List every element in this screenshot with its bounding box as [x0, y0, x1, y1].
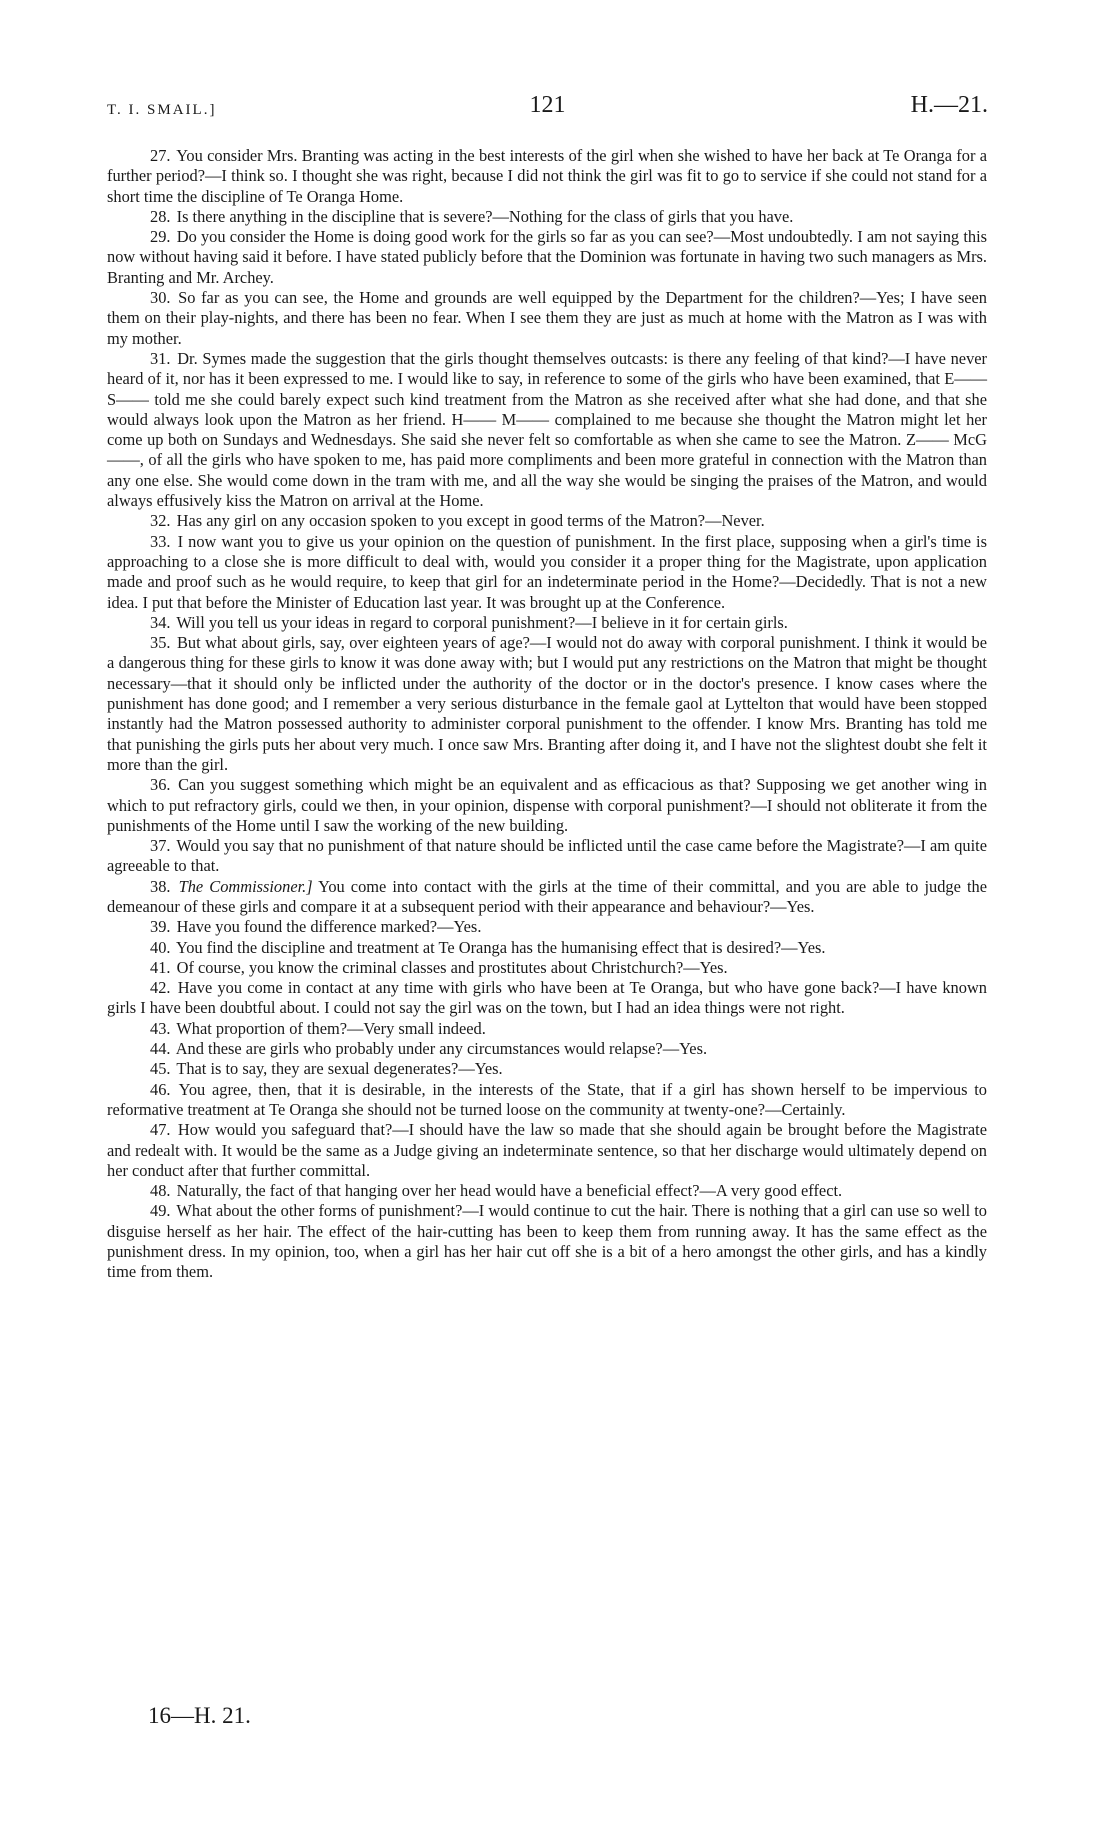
- question-paragraph: [107, 511, 987, 531]
- question-number: 39.: [150, 917, 171, 937]
- question-number: 42.: [150, 978, 171, 998]
- question-paragraph: [107, 349, 987, 511]
- question-answer-text: Have you come in contact at any time with girls who have been at Te Oranga, but who have gone back?—I have known girls I have been doubtful about. I could not say the girl was on the town, but I had an idea things were not right.: [107, 978, 987, 1018]
- question-number: 44.: [150, 1039, 171, 1059]
- question-answer-text: I now want you to give us your opinion on the question of punishment. In the first place, supposing when a girl's time is approaching to a close she is more difficult to deal with, would you consider it a proper thing for the Magistrate, upon application made and proof such as he would require, to keep that girl for an indeterminate period in the Home?—Decidedly. That is not a new idea. I put that before the Minister of Education last year. It was brought up at the Conference.: [107, 531, 987, 612]
- question-number: 43.: [150, 1018, 171, 1038]
- question-paragraph: [107, 1080, 987, 1121]
- question-answer-text: Has any girl on any occasion spoken to you except in good terms of the Matron?—Never.: [176, 511, 765, 531]
- question-number: 27.: [150, 146, 171, 165]
- signature-mark: 16—H. 21.: [148, 1703, 251, 1728]
- question-answer-text: You come into contact with the girls at the time of their committal, and you are able to judge the demeanour of these girls and compare it at a subsequent period with their appearance and behaviour?—Yes.: [107, 876, 987, 916]
- question-answer-text: That is to say, they are sexual degenerates?—Yes.: [176, 1059, 503, 1079]
- question-paragraph: [107, 917, 987, 937]
- question-number: 48.: [150, 1181, 171, 1201]
- speaker-label: The Commissioner.]: [178, 876, 313, 896]
- question-paragraph: [107, 836, 987, 877]
- question-number: 49.: [150, 1201, 171, 1221]
- question-paragraph: [107, 1201, 987, 1282]
- question-number: 30.: [150, 288, 171, 308]
- question-paragraph: [107, 958, 987, 978]
- question-paragraph: [107, 877, 987, 918]
- witness-name: T. I. SMAIL.]: [107, 102, 217, 118]
- question-paragraph: [107, 938, 987, 958]
- question-number: 38.: [150, 876, 171, 896]
- question-number: 35.: [150, 633, 171, 653]
- question-paragraph: [107, 633, 987, 775]
- question-answer-text: And these are girls who probably under any circumstances would relapse?—Yes.: [175, 1039, 708, 1059]
- question-answer-text: Naturally, the fact of that hanging over her head would have a beneficial effect?—A very good effect.: [176, 1181, 843, 1201]
- question-paragraph: [107, 978, 987, 1019]
- page-header: [107, 88, 988, 128]
- question-number: 34.: [150, 612, 171, 632]
- page-number: 121: [529, 92, 566, 118]
- testimony-body: [107, 146, 987, 1283]
- question-paragraph: [107, 1059, 987, 1079]
- question-number: 41.: [150, 957, 171, 977]
- question-paragraph: [107, 775, 987, 836]
- question-answer-text: So far as you can see, the Home and grounds are well equipped by the Department for the children?—Yes; I have seen them on their play-nights, and there has been no fear. When I see them they are just as much at home with the Matron as I was with my mother.: [107, 288, 987, 348]
- question-number: 29.: [150, 227, 171, 247]
- question-answer-text: Do you consider the Home is doing good work for the girls so far as you can see?—Most undoubtedly. I am not saying this now without having said it before. I have stated publicly before that the Dominion was fortunate in having two such managers as Mrs. Branting and Mr. Archey.: [107, 227, 988, 287]
- question-paragraph: [107, 146, 987, 207]
- question-answer-text: What about the other forms of punishment?—I would continue to cut the hair. There is nothing that a girl can use so well to disguise herself as her hair. The effect of the hair-cutting has been to keep them from running away. It has the same effect as the punishment dress. In my opinion, too, when a girl has her hair cut off she is a bit of a hero amongst the other girls, and has a kindly time from them.: [107, 1201, 987, 1282]
- question-number: 31.: [150, 348, 171, 368]
- question-paragraph: [107, 613, 987, 633]
- question-paragraph: [107, 1181, 987, 1201]
- question-number: 40.: [150, 937, 171, 957]
- question-number: 33.: [150, 531, 171, 551]
- question-paragraph: [107, 1120, 987, 1181]
- question-answer-text: Can you suggest something which might be an equivalent and as efficacious as that? Supposing we get another wing in which to put refractory girls, could we then, in your opinion, dispense with corporal punishment?—I should not obliterate it from the punishments of the Home until I saw the working of the new building.: [107, 775, 987, 835]
- question-answer-text: Have you found the difference marked?—Yes.: [176, 917, 482, 937]
- question-paragraph: [107, 207, 987, 227]
- question-answer-text: You agree, then, that it is desirable, in the interests of the State, that if a girl has shown herself to be impervious to reformative treatment at Te Oranga she should not be turned loose on the community at twenty-one?—Certainly.: [107, 1079, 987, 1119]
- question-answer-text: Of course, you know the criminal classes and prostitutes about Christchurch?—Yes.: [176, 957, 728, 977]
- document-reference: H.—21.: [910, 92, 988, 118]
- question-answer-text: But what about girls, say, over eighteen years of age?—I would not do away with corporal punishment. I think it would be a dangerous thing for these girls to know it was done away with; but I would put any restrictions on the Matron that might be thought necessary—that it should only be inflicted under the authority of the doctor or in the doctor's presence. I know cases where the punishment has done good; and I remember a very serious disturbance in the female gaol at Lyttelton that would have been stopped instantly had the Matron possessed authority to administer corporal punishment to the offender. I know Mrs. Branting has told me that punishing the girls puts her about very much. I once saw Mrs. Branting after doing it, and I have not the slightest doubt she felt it more than the girl.: [107, 633, 987, 774]
- question-number: 36.: [150, 775, 171, 795]
- question-answer-text: You consider Mrs. Branting was acting in the best interests of the girl when she wished to have her back at Te Oranga for a further period?—I think so. I thought she was right, because I did not think the girl was fit to go to service if she could not stand for a short time the discipline of Te Oranga Home.: [107, 146, 987, 206]
- question-answer-text: Will you tell us your ideas in regard to corporal punishment?—I believe in it for certain girls.: [176, 612, 788, 632]
- question-answer-text: How would you safeguard that?—I should have the law so made that she should again be brought before the Magistrate and redealt with. It would be the same as a Judge giving an indeterminate sentence, so that her discharge would ultimately depend on her conduct after that further committal.: [107, 1120, 987, 1180]
- question-number: 46.: [150, 1079, 171, 1099]
- question-number: 45.: [150, 1059, 171, 1079]
- question-answer-text: What proportion of them?—Very small indeed.: [176, 1018, 486, 1038]
- question-paragraph: [107, 1039, 987, 1059]
- question-number: 47.: [150, 1120, 171, 1140]
- question-paragraph: [107, 532, 987, 613]
- question-number: 32.: [150, 511, 171, 531]
- question-answer-text: You find the discipline and treatment at Te Oranga has the humanising effect that is desired?—Yes.: [176, 937, 826, 957]
- question-paragraph: [107, 1019, 987, 1039]
- question-answer-text: Is there anything in the discipline that is severe?—Nothing for the class of girls that you have.: [176, 206, 794, 226]
- question-answer-text: Would you say that no punishment of that nature should be inflicted until the case came before the Magistrate?—I am quite agreeable to that.: [107, 836, 987, 876]
- question-paragraph: [107, 288, 987, 349]
- question-paragraph: [107, 227, 987, 288]
- question-number: 28.: [150, 206, 171, 226]
- question-number: 37.: [150, 836, 171, 856]
- question-answer-text: Dr. Symes made the suggestion that the girls thought themselves outcasts: is there any feeling of that kind?—I have never heard of it, nor has it been expressed to me. I would like to say, in reference to some of the girls who have been examined, that E—— S—— told me she could barely expect such kind treatment from the Matron as she received after what she had done, and that she would always look upon the Matron as her friend. H—— M—— complained to me because she thought the Matron might let her come up both on Sundays and Wednesdays. She said she never felt so comfortable as when she came to see the Matron. Z—— McG——, of all the girls who have spoken to me, has paid more compliments and been more grateful in connection with the Matron than any one else. She would come down in the tram with me, and all the way she would be singing the praises of the Matron, and would always effusively kiss the Matron on arrival at the Home.: [107, 348, 987, 511]
